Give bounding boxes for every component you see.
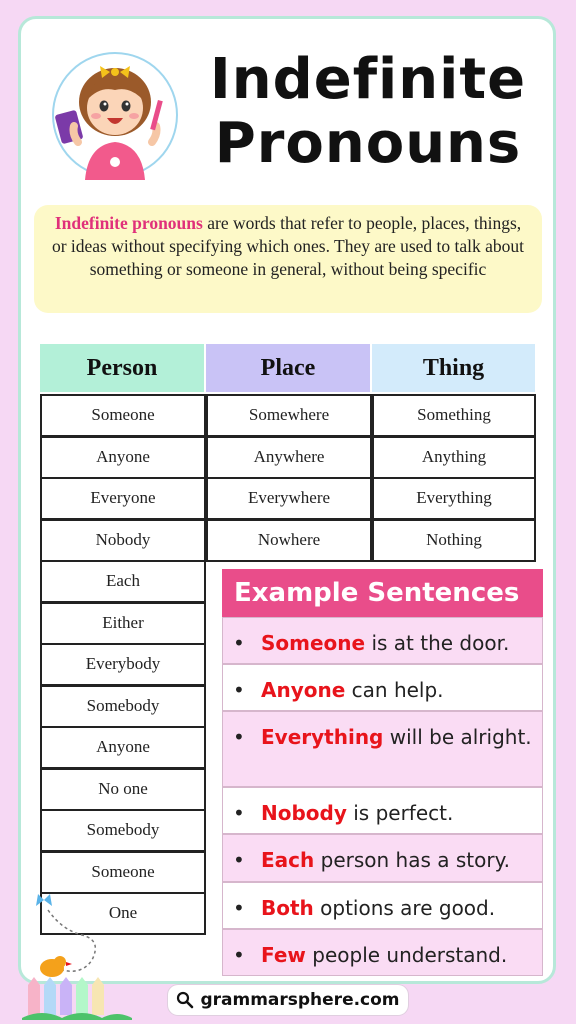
table-cell: Nowhere bbox=[206, 519, 372, 562]
pronoun-keyword: Anyone bbox=[261, 678, 346, 702]
sentence-remainder: can help. bbox=[345, 678, 444, 702]
table-cell: Everyone bbox=[40, 477, 206, 520]
search-icon bbox=[176, 991, 194, 1009]
table-cell: Everybody bbox=[40, 643, 206, 686]
bullet-point: • bbox=[233, 631, 245, 655]
column-header-person: Person bbox=[40, 344, 204, 392]
table-cell: Someone bbox=[40, 851, 206, 894]
pronoun-keyword: Someone bbox=[261, 631, 366, 655]
pronoun-keyword: Few bbox=[261, 943, 306, 967]
bullet-point: • bbox=[233, 943, 245, 967]
example-sentence bbox=[222, 664, 543, 711]
sentence-remainder: will be alright. bbox=[383, 725, 532, 749]
example-sentences-heading: Example Sentences bbox=[222, 569, 543, 617]
butterfly-bird-fence-decoration bbox=[22, 890, 132, 1020]
table-cell: Nobody bbox=[40, 519, 206, 562]
intro-text: are words that refer to people, places, things, or ideas without specifying which ones. They are used to talk about something or someone in general, without being specific bbox=[51, 213, 525, 279]
sentence-remainder: is perfect. bbox=[346, 801, 454, 825]
website-footer[interactable] bbox=[168, 985, 408, 1015]
bullet-point: • bbox=[233, 801, 245, 825]
example-sentence bbox=[222, 882, 543, 929]
bullet-point: • bbox=[233, 848, 245, 872]
table-cell: Anything bbox=[372, 436, 536, 479]
table-cell: Anywhere bbox=[206, 436, 372, 479]
table-cell: Nothing bbox=[372, 519, 536, 562]
girl-mascot-illustration bbox=[50, 50, 180, 180]
column-header-place: Place bbox=[206, 344, 370, 392]
intro-highlight: Indefinite pronouns bbox=[54, 213, 203, 233]
table-cell: Someone bbox=[40, 394, 206, 437]
intro-box bbox=[34, 205, 542, 313]
bullet-point: • bbox=[233, 725, 245, 749]
website-url[interactable]: grammarsphere.com bbox=[200, 990, 400, 1010]
table-cell: No one bbox=[40, 768, 206, 811]
table-cell: Each bbox=[40, 560, 206, 603]
table-cell: Anyone bbox=[40, 726, 206, 769]
pronoun-keyword: Each bbox=[261, 848, 315, 872]
bullet-point: • bbox=[233, 678, 245, 702]
sentence-remainder: is at the door. bbox=[365, 631, 510, 655]
column-header-thing: Thing bbox=[372, 344, 535, 392]
sentence-remainder: person has a story. bbox=[314, 848, 510, 872]
example-sentence bbox=[222, 834, 543, 882]
title-line-2: Pronouns bbox=[214, 111, 522, 176]
example-sentence bbox=[222, 787, 543, 834]
page-title bbox=[208, 48, 528, 176]
pronoun-keyword: Both bbox=[261, 896, 314, 920]
table-cell: Either bbox=[40, 602, 206, 645]
sentence-remainder: options are good. bbox=[313, 896, 496, 920]
table-cell: Somebody bbox=[40, 809, 206, 852]
table-cell: Something bbox=[372, 394, 536, 437]
example-sentence bbox=[222, 711, 543, 787]
example-sentence bbox=[222, 929, 543, 976]
bullet-point: • bbox=[233, 896, 245, 920]
table-cell: Everywhere bbox=[206, 477, 372, 520]
title-line-1: Indefinite bbox=[209, 47, 527, 112]
example-sentence bbox=[222, 617, 543, 664]
table-cell: Somebody bbox=[40, 685, 206, 728]
table-cell: Somewhere bbox=[206, 394, 372, 437]
table-cell: Everything bbox=[372, 477, 536, 520]
pronoun-keyword: Nobody bbox=[261, 801, 347, 825]
table-cell: One bbox=[40, 892, 206, 935]
sentence-remainder: people understand. bbox=[305, 943, 508, 967]
table-cell: Anyone bbox=[40, 436, 206, 479]
pronoun-keyword: Everything bbox=[261, 725, 384, 749]
